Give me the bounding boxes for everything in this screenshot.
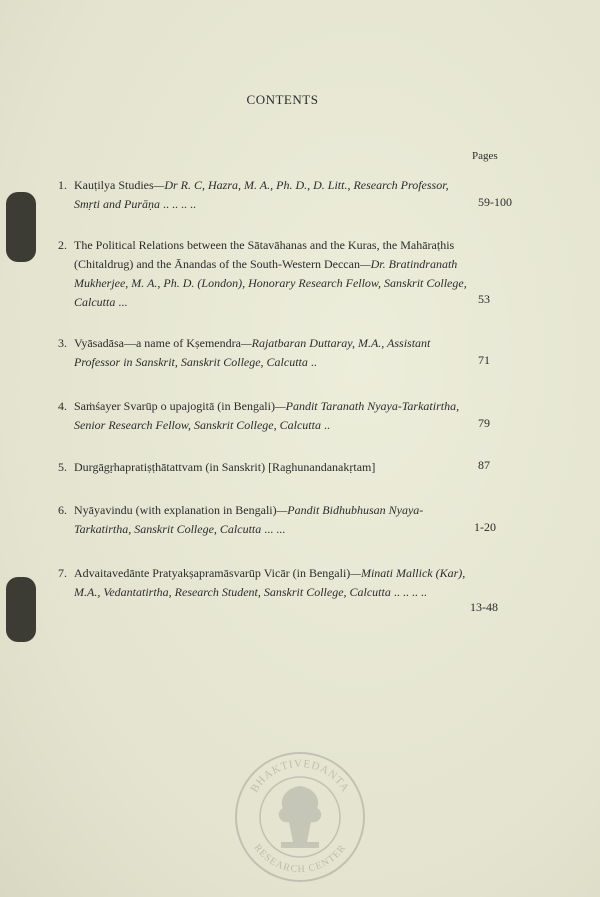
binding-hole-bottom [6, 577, 36, 642]
entry-number: 5. [58, 460, 67, 474]
entry-page: 59-100 [478, 195, 512, 209]
entry-number: 4. [58, 399, 67, 413]
stamp-bottom-text: RESEARCH CENTER [251, 842, 349, 876]
contents-heading: CONTENTS [246, 92, 319, 107]
contents-entry [58, 501, 468, 539]
entry-title: Durgāgṛhapratiṣṭhātattvam (in Sanskrit) [Raghunandanakṛtam] [74, 460, 376, 474]
entry-number: 7. [58, 566, 67, 580]
entry-page: 71 [478, 353, 490, 367]
entry-number: 1. [58, 178, 67, 192]
entry-title: Nyāyavindu (with explanation in Bengali) [74, 503, 277, 517]
entry-author: —Rajatbaran Duttaray, M.A., Assistant Professor in Sanskrit, Sanskrit College, Calcutta [74, 336, 431, 369]
entry-leader: ... ... [261, 522, 286, 536]
stamp-top-text: BHAKTIVEDANTA [248, 757, 352, 795]
contents-entry [58, 236, 468, 312]
entry-page: 1-20 [474, 520, 496, 534]
entry-page: 53 [478, 292, 490, 306]
entry-leader: ... [115, 295, 128, 309]
entry-title: Advaitavedānte Pratyakṣapramāsvarūp Vicār (in Bengali) [74, 566, 351, 580]
contents-entry [58, 458, 478, 477]
entry-page: 87 [478, 458, 490, 472]
entry-number: 3. [58, 336, 67, 350]
entry-leader: .. [320, 418, 330, 432]
entry-title: The Political Relations between the Sātavāhanas and the Kuras, the Mahāraṭhis (Chitaldrug) and the Ānandas of the South-Western Deccan [74, 238, 455, 271]
entry-leader: .. .. .. .. [390, 585, 427, 599]
entry-author: —Pandit Taranath Nyaya-Tarkatirtha, Senior Research Fellow, Sanskrit College, Calcutta [74, 399, 460, 432]
entry-title: Kauṭilya Studies [74, 178, 154, 192]
contents-entry [58, 334, 468, 372]
entry-author: —Pandit Bidhubhusan Nyaya-Tarkatirtha, Sanskrit College, Calcutta [74, 503, 424, 536]
entry-author: —Dr. Bratindranath Mukherjee, M. A., Ph. D. (London), Honorary Research Fellow, Sanskrit College, Calcutta [74, 257, 467, 309]
entry-author: —Dr R. C, Hazra, M. A., Ph. D., D. Litt., Research Professor, Smṛti and Purāṇa [74, 178, 449, 211]
entry-author: —Minati Mallick (Kar), M.A., Vedantatirtha, Research Student, Sanskrit College, Calcutta [74, 566, 466, 599]
contents-entry [58, 176, 468, 214]
library-stamp-seal [233, 750, 368, 885]
entry-number: 2. [58, 238, 67, 252]
contents-entry [58, 564, 468, 602]
entry-page: 79 [478, 416, 490, 430]
entry-leader: .. .. .. .. [160, 197, 197, 211]
entry-number: 6. [58, 503, 67, 517]
pages-column-header: Pages [472, 150, 498, 162]
entry-page: 13-48 [470, 600, 498, 614]
entry-leader: .. [307, 355, 317, 369]
binding-hole-top [6, 192, 36, 262]
entry-title: Saṁśayer Svarūp o upajogitā (in Bengali) [74, 399, 275, 413]
entry-title: Vyāsadāsa—a name of Kṣemendra [74, 336, 241, 350]
contents-entry [58, 397, 468, 435]
